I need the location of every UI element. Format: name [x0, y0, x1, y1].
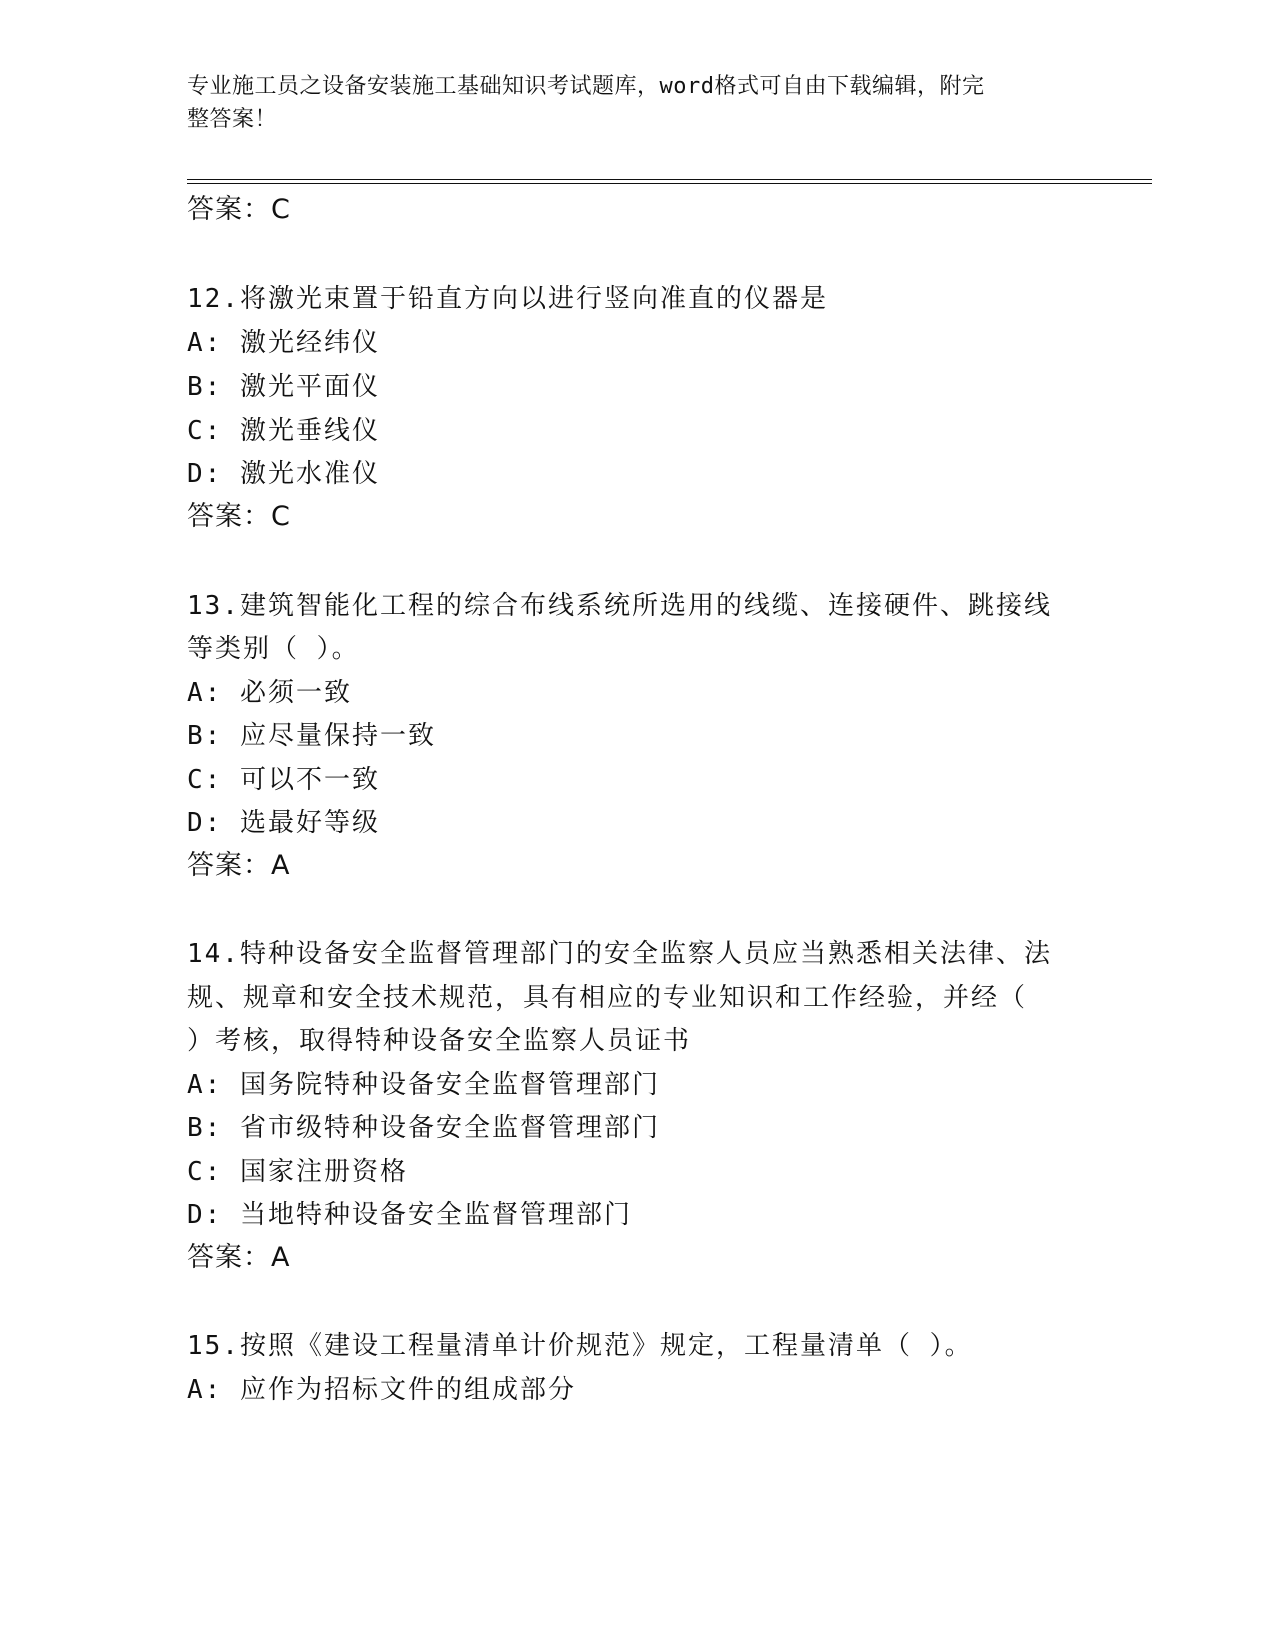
- header-divider-top: [187, 179, 1152, 180]
- header-line-2: 整答案！: [187, 107, 278, 132]
- question-14-option-c: C: 国家注册资格: [187, 1157, 408, 1187]
- question-12-option-c: C: 激光垂线仪: [187, 416, 380, 446]
- header-divider-bottom: [187, 183, 1152, 184]
- document-header: [187, 70, 1067, 136]
- header-line-1: 专业施工员之设备安装施工基础知识考试题库，word格式可自由下载编辑，附完: [187, 74, 985, 99]
- question-13-option-b: B: 应尽量保持一致: [187, 721, 436, 751]
- question-15-stem: 15.按照《建设工程量清单计价规范》规定，工程量清单（ ）。: [187, 1331, 973, 1361]
- question-13-option-d: D: 选最好等级: [187, 808, 380, 838]
- question-12-option-d: D: 激光水准仪: [187, 459, 380, 489]
- question-14-option-d: D: 当地特种设备安全监督管理部门: [187, 1200, 632, 1230]
- question-12-stem: 12.将激光束置于铅直方向以进行竖向准直的仪器是: [187, 284, 828, 314]
- question-14-stem-line-3: ）考核，取得特种设备安全监察人员证书: [187, 1026, 692, 1056]
- answer-12: 答案：C: [187, 501, 291, 532]
- question-13-option-c: C: 可以不一致: [187, 765, 380, 795]
- question-14-option-a: A: 国务院特种设备安全监督管理部门: [187, 1070, 660, 1100]
- question-14-stem-line-2: 规、规章和安全技术规范，具有相应的专业知识和工作经验，并经（: [187, 983, 1028, 1013]
- question-12-option-a: A: 激光经纬仪: [187, 328, 380, 358]
- question-13-stem-line-2: 等类别（ ）。: [187, 634, 360, 664]
- answer-14: 答案：A: [187, 1242, 291, 1273]
- answer-11: 答案：C: [187, 194, 291, 225]
- question-13-option-a: A: 必须一致: [187, 678, 352, 708]
- question-15-option-a: A: 应作为招标文件的组成部分: [187, 1375, 576, 1405]
- question-14-option-b: B: 省市级特种设备安全监督管理部门: [187, 1113, 660, 1143]
- question-12-option-b: B: 激光平面仪: [187, 372, 380, 402]
- question-14-stem-line-1: 14.特种设备安全监督管理部门的安全监察人员应当熟悉相关法律、法: [187, 939, 1052, 969]
- question-13-stem-line-1: 13.建筑智能化工程的综合布线系统所选用的线缆、连接硬件、跳接线: [187, 591, 1052, 621]
- answer-13: 答案：A: [187, 850, 291, 881]
